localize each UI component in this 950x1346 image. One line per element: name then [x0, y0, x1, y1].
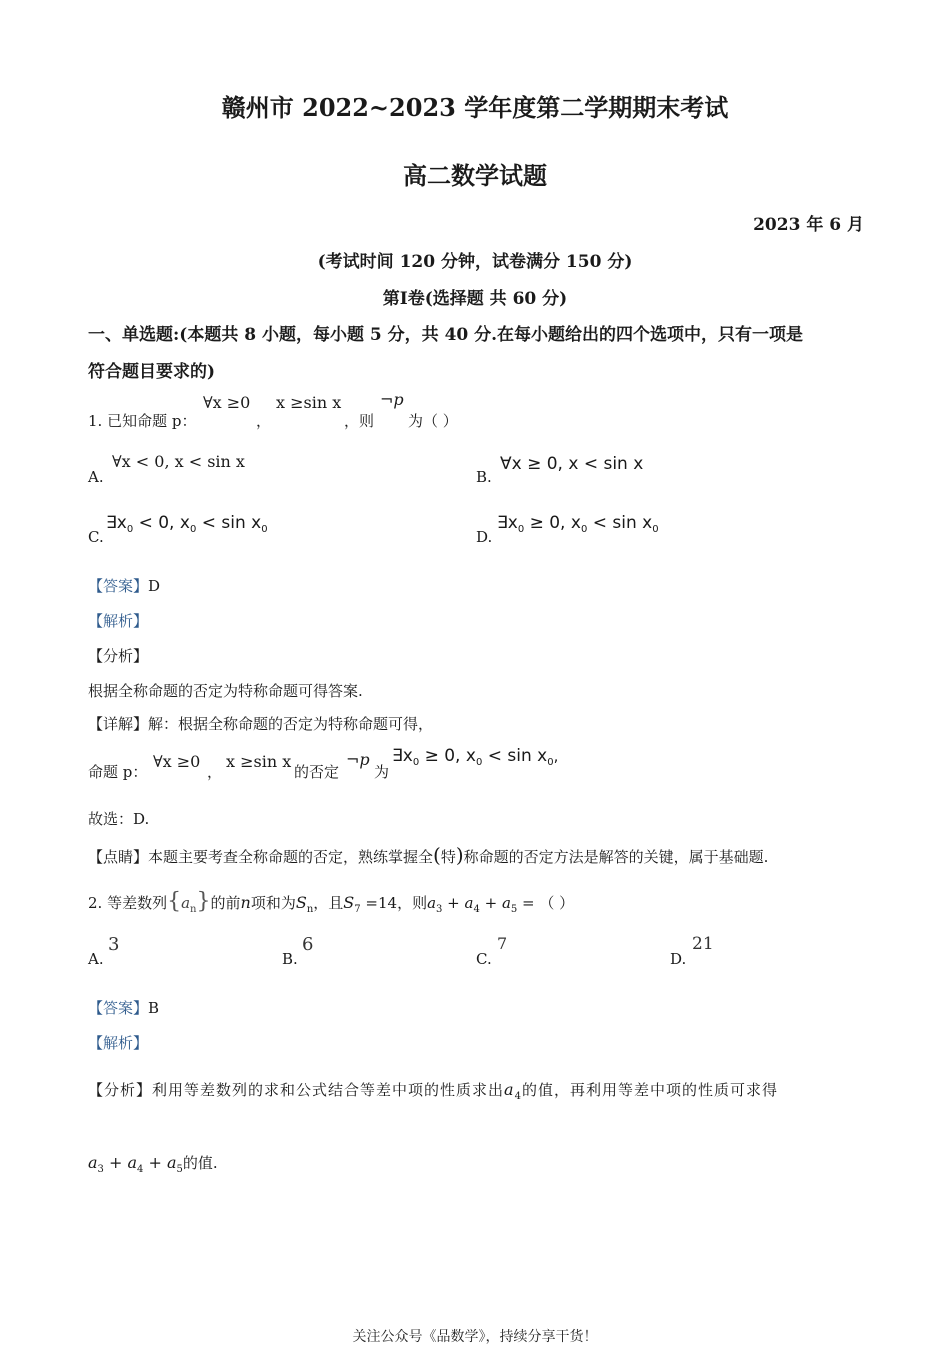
q2-mid1: 的前: [210, 894, 241, 912]
q2-option-a-label: A.: [88, 950, 104, 968]
q2-prefix: 2. 等差数列: [88, 894, 168, 912]
q1-answer-line: [88, 575, 160, 596]
q2-option-b-label: B.: [282, 950, 298, 968]
q1-line-rest2: < sin x: [482, 746, 548, 766]
q1-cond2: x ≥sin x: [276, 393, 342, 412]
q2-stem: [88, 889, 574, 915]
q2-mid3: ，且: [313, 894, 344, 912]
q2-answer-tag: 【答案】: [88, 999, 149, 1017]
q1-c-rest1: < 0, x: [133, 513, 190, 533]
q1-line-cond2: x ≥sin x: [226, 752, 292, 771]
q2-option-d-value: 21: [692, 934, 714, 954]
q2-eq14: =14: [360, 894, 398, 912]
q1-detail-line: [88, 713, 433, 734]
q1-comment-tag: 【点睛】: [88, 848, 149, 866]
q2-brace-close: }: [196, 889, 211, 914]
section-heading-line1: 一、单选题:(本题共 8 小题，每小题 5 分，共 40 分.在每小题给出的四个选项中，只有一项是: [88, 325, 804, 345]
q1-d-main: ∃x: [497, 513, 518, 533]
q1-line-wei: 为: [374, 763, 390, 781]
q2-seq-a: a: [181, 894, 191, 912]
footer-note: 关注公众号《品数学》，持续分享干货！: [352, 1329, 598, 1345]
q1-neg-p: ¬p: [380, 390, 404, 409]
q1-c-sub1: 0: [189, 524, 197, 535]
q1-detail-text: 解：根据全称命题的否定为特称命题可得，: [148, 715, 434, 733]
q1-line-sub1: 0: [475, 757, 483, 768]
q1-choose: 故选：D.: [88, 810, 150, 828]
q1-line-rest1: ≥ 0, x: [419, 746, 476, 766]
q1-fenxi-tag: 【分析】: [88, 647, 149, 665]
q2-fenxi-tag: 【分析】: [88, 1081, 153, 1099]
q1-d-sub0: 0: [517, 524, 525, 535]
q1-line-cond1: ∀x ≥0: [153, 752, 201, 771]
q1-line-end: ,: [553, 747, 559, 765]
q2-S: S: [295, 893, 307, 912]
q2-answer-line: [88, 997, 159, 1018]
q1-cond1: ∀x ≥0: [203, 393, 251, 412]
q1-c-sub2: 0: [261, 524, 268, 535]
exam-date: 2023 年 6 月: [753, 215, 864, 235]
q2-sub3: 3: [436, 904, 443, 915]
q1-line-mid: 的否定: [294, 763, 340, 781]
q2-last-plus1: + a: [103, 1153, 138, 1172]
q1-option-d-label: D.: [476, 528, 493, 546]
q1-c-main: ∃x: [106, 513, 127, 533]
q2-last-end: 的值.: [182, 1154, 218, 1172]
q1-fenxi-text: 根据全称命题的否定为特称命题可得答案.: [88, 682, 363, 700]
q2-S-sub: n: [306, 904, 314, 915]
q2-option-a-value: 3: [108, 934, 120, 955]
section-heading-line2: 符合题目要求的): [88, 362, 216, 382]
q1-option-b-label: B.: [476, 468, 492, 486]
q2-mid4: ，则: [397, 894, 428, 912]
q2-sub4: 4: [473, 904, 480, 915]
q2-n: n: [240, 893, 251, 912]
q1-option-c-expr: [106, 513, 268, 535]
q1-suffix: 为（ ）: [408, 412, 458, 430]
q2-analysis-tag: 【解析】: [88, 1034, 149, 1052]
q1-c-rest2: < sin x: [196, 513, 262, 533]
q1-answer: D: [148, 577, 161, 595]
q2-fenxi-text2: 的值，再利用等差中项的性质可求得: [521, 1081, 778, 1099]
q2-last-line: [88, 1152, 218, 1175]
q2-S7: S: [343, 893, 355, 912]
q1-line-main: ∃x: [392, 746, 413, 766]
q2-option-c-label: C.: [476, 950, 492, 968]
q2-eq: = （ ）: [517, 894, 575, 912]
q1-comment-line: [88, 843, 768, 867]
q1-line-prefix: 命题 p：: [88, 763, 148, 781]
q1-detail-tag: 【详解】: [88, 715, 149, 733]
q1-comment-paren-close: ): [455, 843, 464, 867]
q1-c-sub0: 0: [126, 524, 134, 535]
q2-fenxi-a: a: [504, 1080, 515, 1099]
q1-comment-te: 特: [440, 848, 456, 866]
q2-fenxi-a-sub: 4: [514, 1091, 522, 1102]
q1-prefix: 1. 已知命题 p：: [88, 412, 197, 430]
q1-option-b-expr: ∀x ≥ 0, x < sin x: [500, 454, 644, 474]
q2-last-a3: a: [88, 1153, 98, 1172]
q2-fenxi-text: 利用等差数列的求和公式结合等差中项的性质求出: [152, 1081, 505, 1099]
q2-answer: B: [148, 999, 160, 1017]
q2-last-plus2: + a: [143, 1153, 177, 1172]
q2-seq-n: n: [190, 904, 197, 915]
q1-comma1: ，: [256, 412, 272, 430]
q1-d-rest1: ≥ 0, x: [524, 513, 581, 533]
exam-title: 赣州市 2022~2023 学年度第二学期期末考试: [221, 93, 729, 122]
q1-comment-b: 称命题的否定方法是解答的关键，属于基础题.: [463, 848, 769, 866]
q1-option-a-expr: ∀x < 0, x < sin x: [112, 452, 245, 471]
q1-analysis-tag: 【解析】: [88, 612, 149, 630]
q2-last-sub4: 4: [137, 1164, 144, 1175]
q2-option-c-value: 7: [497, 934, 508, 953]
q1-comma2: ，则: [344, 412, 375, 430]
q2-last-sub3: 3: [97, 1164, 104, 1175]
q2-sub5: 5: [510, 904, 518, 915]
q1-option-a-label: A.: [88, 468, 104, 486]
volume-heading: 第Ⅰ卷(选择题 共 60 分): [382, 289, 568, 309]
q2-mid2: 项和为: [250, 894, 296, 912]
q2-option-d-label: D.: [670, 950, 687, 968]
q1-line-expr: [392, 746, 558, 768]
q2-last-sub5: 5: [176, 1164, 183, 1175]
q2-a3: a: [427, 894, 437, 912]
q1-line-neg: ¬p: [346, 750, 370, 769]
q2-plus1: + a: [442, 894, 474, 912]
q2-brace-open: {: [167, 889, 182, 914]
exam-subtitle: 高二数学试题: [403, 161, 547, 190]
q1-answer-tag: 【答案】: [88, 577, 149, 595]
q1-comment-paren-open: (: [433, 843, 441, 867]
q2-plus2: + a: [479, 894, 511, 912]
q1-line-comma: ，: [207, 763, 223, 781]
q1-line-sub2: 0: [547, 757, 554, 768]
q1-option-d-expr: [497, 513, 659, 535]
q1-option-c-label: C.: [88, 528, 104, 546]
q1-d-sub2: 0: [652, 524, 659, 535]
q1-d-sub1: 0: [580, 524, 588, 535]
q1-d-rest2: < sin x: [587, 513, 653, 533]
q2-option-b-value: 6: [302, 934, 314, 955]
q2-fenxi-line: [88, 1079, 778, 1102]
exam-info: (考试时间 120 分钟，试卷满分 150 分): [317, 252, 633, 272]
q1-comment-a: 本题主要考查全称命题的否定，熟练掌握全: [148, 848, 434, 866]
q2-S7-sub: 7: [354, 904, 361, 915]
q1-line-sub0: 0: [412, 757, 420, 768]
